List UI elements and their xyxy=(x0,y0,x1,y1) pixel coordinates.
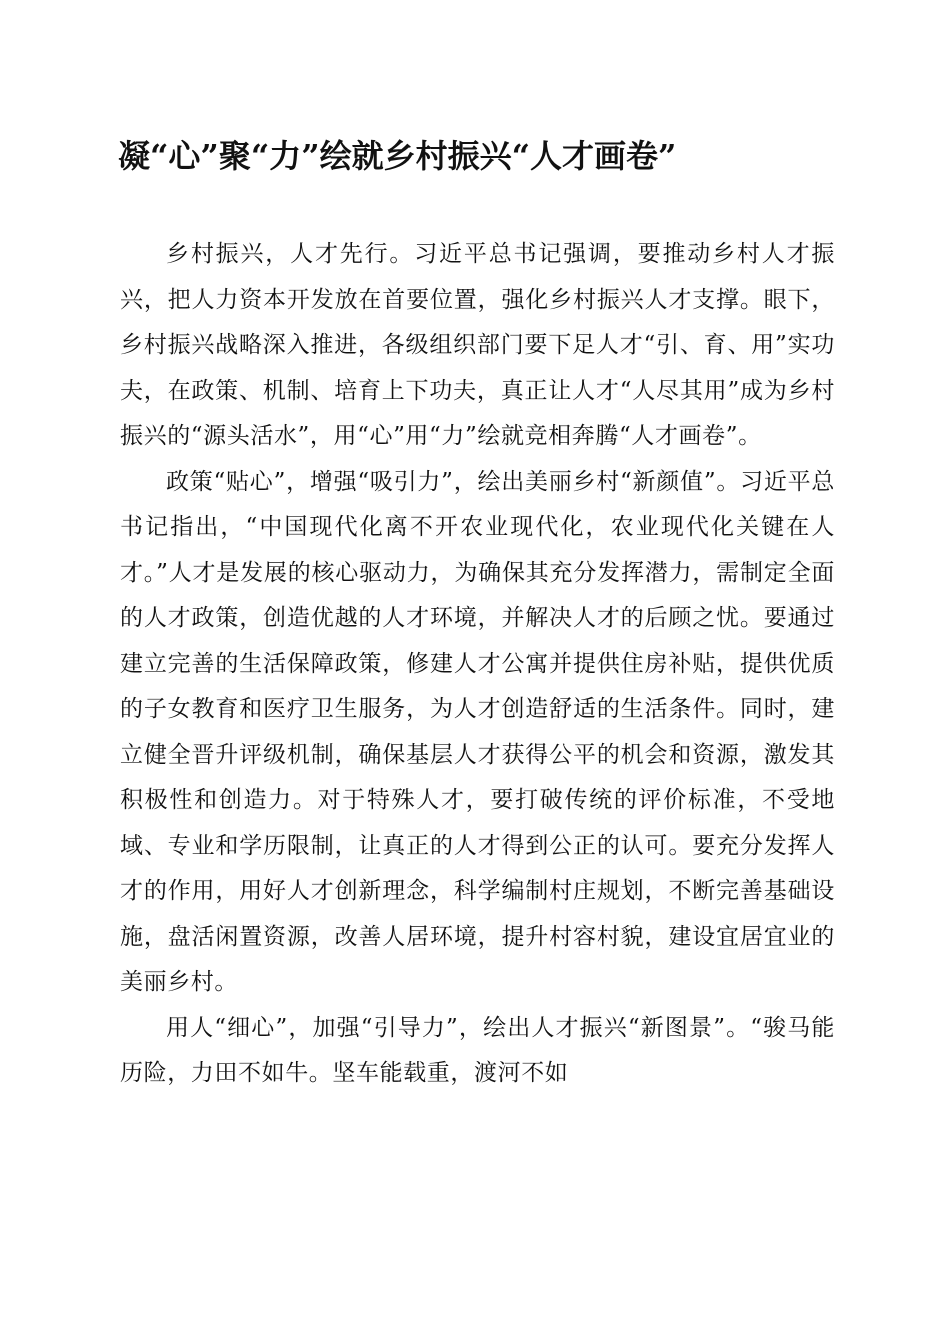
paragraph-intro: 乡村振兴，人才先行。习近平总书记强调，要推动乡村人才振兴，把人力资本开发放在首要位置，强化乡村振兴人才支撑。眼下，乡村振兴战略深入推进，各级组织部门要下足人才“引、育、用”实功夫，在政策、机制、培育上下功夫，真正让人才“人尽其用”成为乡村振兴的“源头活水”，用“心”用“力”绘就竞相奔腾“人才画卷”。 xyxy=(120,241,835,449)
paragraph-employment: 用人“细心”，加强“引导力”，绘出人才振兴“新图景”。“骏马能历险，力田不如牛。坚车能载重，渡河不如 xyxy=(120,1014,835,1086)
paragraph-policy: 政策“贴心”，增强“吸引力”，绘出美丽乡村“新颜值”。习近平总书记指出，“中国现代化离不开农业现代化，农业现代化关键在人才。”人才是发展的核心驱动力，为确保其充分发挥潜力，需制定全面的人才政策，创造优越的人才环境，并解决人才的后顾之忧。要通过建立完善的生活保障政策，修建人才公寓并提供住房补贴，提供优质的子女教育和医疗卫生服务，为人才创造舒适的生活条件。同时，建立健全晋升评级机制，确保基层人才获得公平的机会和资源，激发其积极性和创造力。对于特殊人才，要打破传统的评价标准，不受地域、专业和学历限制，让真正的人才得到公正的认可。要充分发挥人才的作用，用好人才创新理念，科学编制村庄规划，不断完善基础设施，盘活闲置资源，改善人居环境，提升村容村貌，建设宜居宜业的美丽乡村。 xyxy=(120,468,835,995)
article-body xyxy=(120,232,835,1097)
article-title: 凝“心”聚“力”绘就乡村振兴“人才画卷” xyxy=(118,137,677,175)
